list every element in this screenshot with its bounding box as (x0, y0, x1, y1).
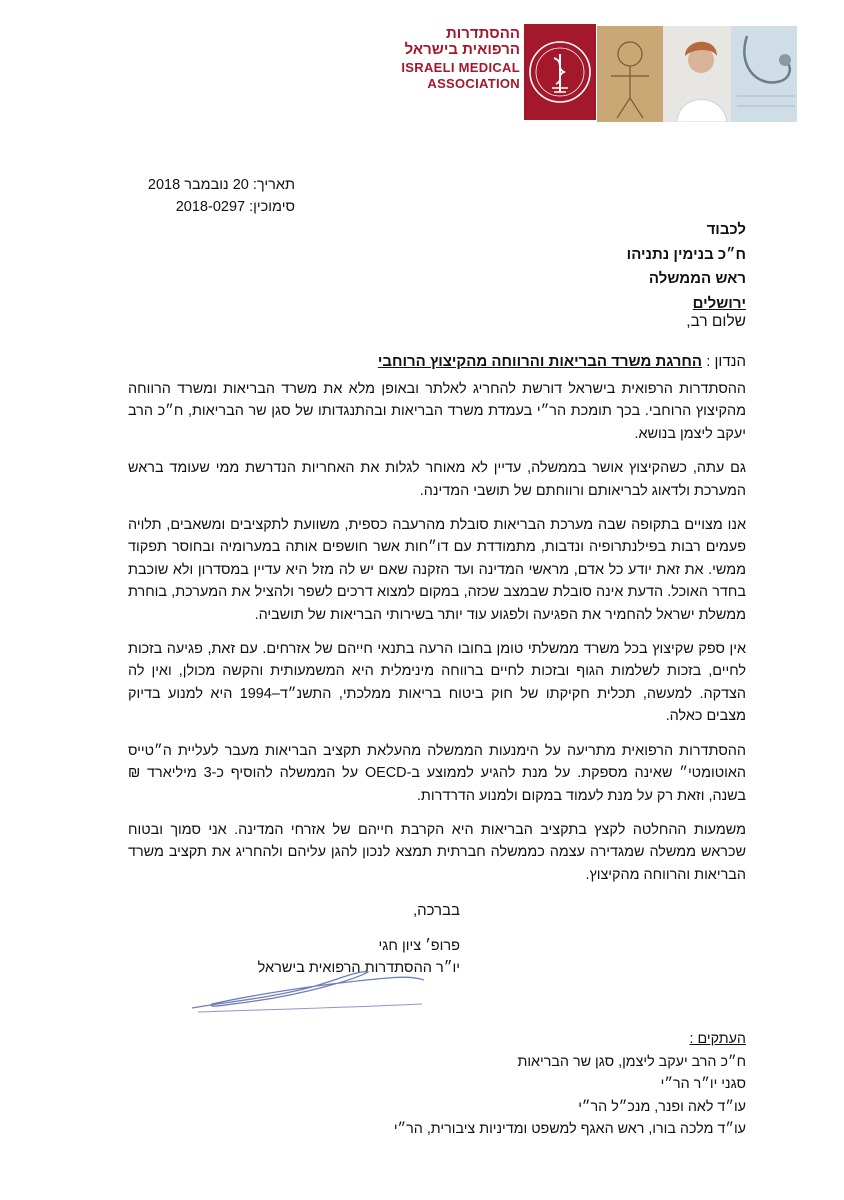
body-paragraph-2: גם עתה, כשהקיצוץ אושר בממשלה, עדיין לא מאוחר לגלות את האחריות הנדרשת ממי שעומד בראש המערכת ולדאוג לבריאותם ורווחתם של תושבי המדינה. (128, 460, 746, 499)
addressee-name: ח״כ בנימין נתניהו (626, 245, 746, 263)
body-paragraph-4: אין ספק שקיצוץ בכל משרד ממשלתי טומן בחובו הרעה בתנאי חייהם של אזרחים. עם זאת, פגיעה בזכות לחיים, בזכות לשלמות הגוף ובזכות לחיים ברווחה מינימלית היא המשמעותית והקשה מכולן, ואין לה הצדקה. למעשה, תכלית חקיקתו של חוק ביטוח בריאות ממלכתי, התשנ״ד–1994 היא למנוע בדיוק מצבים כאלה. (128, 641, 747, 725)
body-paragraph-1: ההסתדרות הרפואית בישראל דורשת להחריג לאלתר ובאופן מלא את משרד הבריאות ומשרד הרווחה מהקיצוץ הרוחבי. בכך תומכת הר״י בעמדת משרד הבריאות ובהתנגדותו של סגן שר הבריאות, ח״כ הרב יעקב ליצמן בנושא. (128, 381, 746, 442)
org-name-english-line2: ASSOCIATION (427, 76, 520, 92)
subject-text: החרגת משרד הבריאות והרווחה מהקיצוץ הרוחבי (377, 353, 703, 370)
cc-item: עו״ד מלכה בורו, ראש האגף למשפט ומדיניות ציבורית, הר״י (393, 1121, 746, 1137)
greeting: שלום רב, (686, 313, 746, 330)
closing: בברכה, (412, 902, 460, 919)
cc-list (326, 1028, 746, 1141)
addressee-title: ראש הממשלה (648, 270, 746, 287)
addressee-salutation: לכבוד (706, 221, 746, 238)
letter-meta (135, 174, 295, 218)
org-name-english-line1: ISRAELI MEDICAL (401, 59, 520, 75)
cc-title: העתקים : (689, 1031, 746, 1047)
letter-date: תאריך: 20 נובמבר 2018 (147, 177, 295, 193)
org-name-hebrew: ההסתדרות הרפואית בישראל (404, 25, 520, 58)
addressee-city: ירושלים (692, 294, 746, 312)
cc-item: סגני יו״ר הר״י (660, 1076, 746, 1092)
body-paragraph-6: משמעות ההחלטה לקצץ בתקציב הבריאות היא הקרבת חייהם של אזרחי המדינה. אני סמוך ובטוח שכראש ממשלה שמגדירה עצמה כממשלה חברתית תמצא לנכון להגן עליהם ולהחריג את תקציב משרד הבריאות והרווחה מהקיצוץ. (128, 821, 746, 883)
letter-reference: סימוכין: 2018-0297 (175, 199, 295, 215)
org-emblem-icon (524, 24, 596, 120)
handwritten-signature (188, 958, 428, 1018)
subject-line (378, 353, 746, 370)
signer-title: יו״ר ההסתדרות הרפואית בישראל (257, 960, 460, 976)
body-paragraph-5: ההסתדרות הרפואית מתריעה על הימנעות הממשלה מהעלאת תקציב הבריאות מעבר לעליית ה״טייס האוטומטי״ שאינה מספקת. על מנת להגיע לממוצע ב-OECD על הממשלה להוסיף כ-3 מיליארד ₪ בשנה, וזאת רק על מנת לעמוד במקום ולמנוע הדרדרות. (128, 742, 746, 804)
header-photo-collage (597, 26, 797, 122)
cc-item: ח״כ הרב יעקב ליצמן, סגן שר הבריאות (517, 1053, 746, 1070)
cc-item: עו״ד לאה ופנר, מנכ״ל הר״י (578, 1098, 746, 1115)
signer-name: פרופ׳ ציון חגי (378, 938, 460, 954)
addressee-block (446, 218, 746, 316)
body-paragraph-3: אנו מצויים בתקופה שבה מערכת הבריאות סובלת מהרעבה כספית, משוועת לתקציבים ומשאבים, תלויה פעמים רבות בפילנתרופיה ונדבות, מתמודדת עם דו״חות אשר חושפים אותה במערומיה ובחוסר תפקוד ממשי. את זאת יודע כל אדם, מראשי המדינה ועד הזקנה שאם יש לה מזל היא עדיין במסדרון ולא שוכבת בחדר האוכל. הדעת אינה סובלת שבמצב שכזה, במקום למצוא דרכים לשפר ולהציל את המערכת, בוחרת ממשלת ישראל להחמיר את הפגיעה ולפגוע עוד יותר בשירותי הבריאות של תושביה. (128, 517, 746, 623)
org-logo-text (392, 26, 520, 91)
letter-body (128, 378, 746, 898)
subject-prefix: הנדון : (706, 353, 746, 370)
